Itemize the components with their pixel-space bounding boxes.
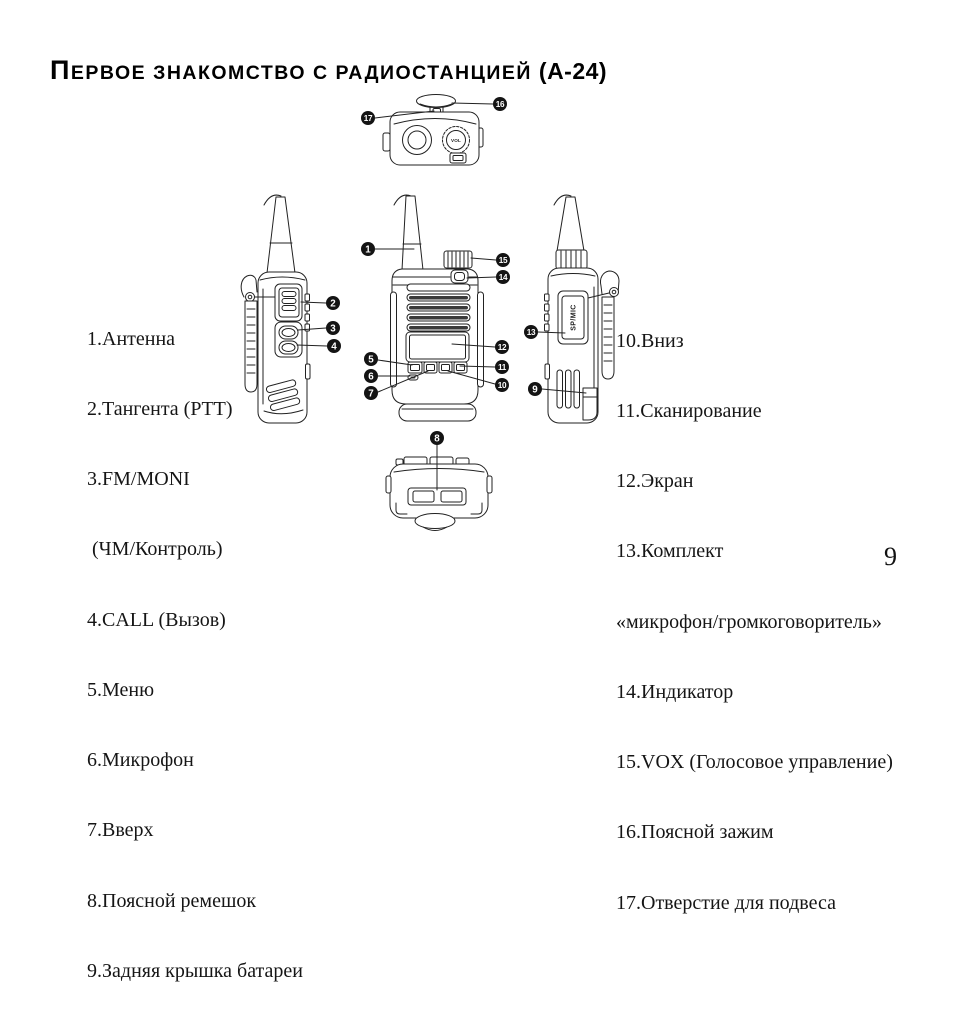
sp-mic-label: SP/MIC xyxy=(570,304,578,331)
list-item: 13.Комплект xyxy=(616,540,724,563)
callout-16 xyxy=(493,97,507,111)
callout-10 xyxy=(495,378,509,392)
list-item: 1.Антенна xyxy=(87,327,176,350)
svg-text:8: 8 xyxy=(434,433,440,445)
list-item: 6.Микрофон xyxy=(87,749,194,772)
list-item: 14.Индикатор xyxy=(616,680,734,703)
page-title-text: ПЕРВОЕ ЗНАКОМСТВО С РАДИОСТАНЦИЕЙ xyxy=(50,55,532,85)
antenna-left-view xyxy=(267,197,295,273)
svg-text:1: 1 xyxy=(365,244,371,256)
antenna xyxy=(402,196,423,270)
svg-text:7: 7 xyxy=(368,388,374,400)
list-item: 5.Меню xyxy=(87,678,155,701)
parts-list-right xyxy=(616,283,893,962)
svg-text:15: 15 xyxy=(498,256,508,265)
svg-text:9: 9 xyxy=(532,384,538,396)
svg-text:13: 13 xyxy=(526,328,536,337)
callout-6 xyxy=(364,369,378,383)
speaker-grille xyxy=(407,284,470,331)
parts-list-left xyxy=(87,281,303,1030)
svg-text:10: 10 xyxy=(497,381,507,390)
belt-clip-right-view xyxy=(602,297,614,379)
list-item: 16.Поясной зажим xyxy=(616,821,774,844)
svg-text:6: 6 xyxy=(368,371,374,383)
svg-text:2: 2 xyxy=(330,298,336,310)
callout-11 xyxy=(495,360,509,374)
bottom-view xyxy=(386,457,492,531)
model-name: (A-24) xyxy=(538,58,608,84)
front-view xyxy=(391,195,484,421)
list-item: 17.Отверстие для подвеса xyxy=(616,891,836,914)
callout-1 xyxy=(361,242,375,256)
scan-button xyxy=(454,362,467,373)
svg-text:12: 12 xyxy=(497,343,507,352)
belt-clip-top xyxy=(417,95,456,108)
display xyxy=(406,332,469,362)
svg-text:5: 5 xyxy=(368,354,374,366)
callout-15 xyxy=(496,253,510,267)
callout-8 xyxy=(430,431,444,445)
callout-4 xyxy=(327,339,341,353)
callout-14 xyxy=(496,270,510,284)
callout-12 xyxy=(495,340,509,354)
svg-text:4: 4 xyxy=(331,341,337,353)
list-item: 12.Экран xyxy=(616,470,694,493)
callout-5 xyxy=(364,352,378,366)
svg-text:14: 14 xyxy=(498,273,508,282)
callout-3 xyxy=(326,321,340,335)
list-item: 4.CALL (Вызов) xyxy=(87,608,226,631)
svg-text:16: 16 xyxy=(495,100,505,109)
list-item: 3.FM/MONI xyxy=(87,468,190,491)
callout-7 xyxy=(364,386,378,400)
battery-bottom xyxy=(399,404,476,421)
list-item: 15.VOX (Голосовое управление) xyxy=(616,751,893,774)
svg-text:3: 3 xyxy=(330,323,336,335)
list-item: (ЧМ/Контроль) xyxy=(87,538,223,561)
list-item: 11.Сканирование xyxy=(616,400,762,423)
antenna-right-view xyxy=(557,197,584,251)
bottom-knob xyxy=(415,514,455,529)
list-item: 10.Вниз xyxy=(616,329,684,352)
list-item: 7.Вверх xyxy=(87,819,154,842)
side-grip-left xyxy=(391,292,397,387)
indicator-led xyxy=(451,270,468,283)
svg-text:17: 17 xyxy=(363,114,373,123)
callout-17 xyxy=(361,111,375,125)
side-grip-right xyxy=(478,292,484,387)
list-item: 9.Задняя крышка батареи xyxy=(87,959,303,982)
list-item: 2.Тангента (PTT) xyxy=(87,398,233,421)
right-side-view xyxy=(545,195,620,423)
page-number: 9 xyxy=(884,542,897,571)
callout-9 xyxy=(528,382,542,396)
channel-knob xyxy=(444,251,472,268)
vol-label: VOL xyxy=(450,137,462,143)
callout-2 xyxy=(326,296,340,310)
top-view xyxy=(383,95,483,166)
antenna-mount xyxy=(403,126,432,155)
callout-13 xyxy=(524,325,538,339)
list-item: 8.Поясной ремешок xyxy=(87,889,257,912)
svg-text:11: 11 xyxy=(497,363,507,372)
list-item: «микрофон/громкоговоритель» xyxy=(616,610,882,633)
